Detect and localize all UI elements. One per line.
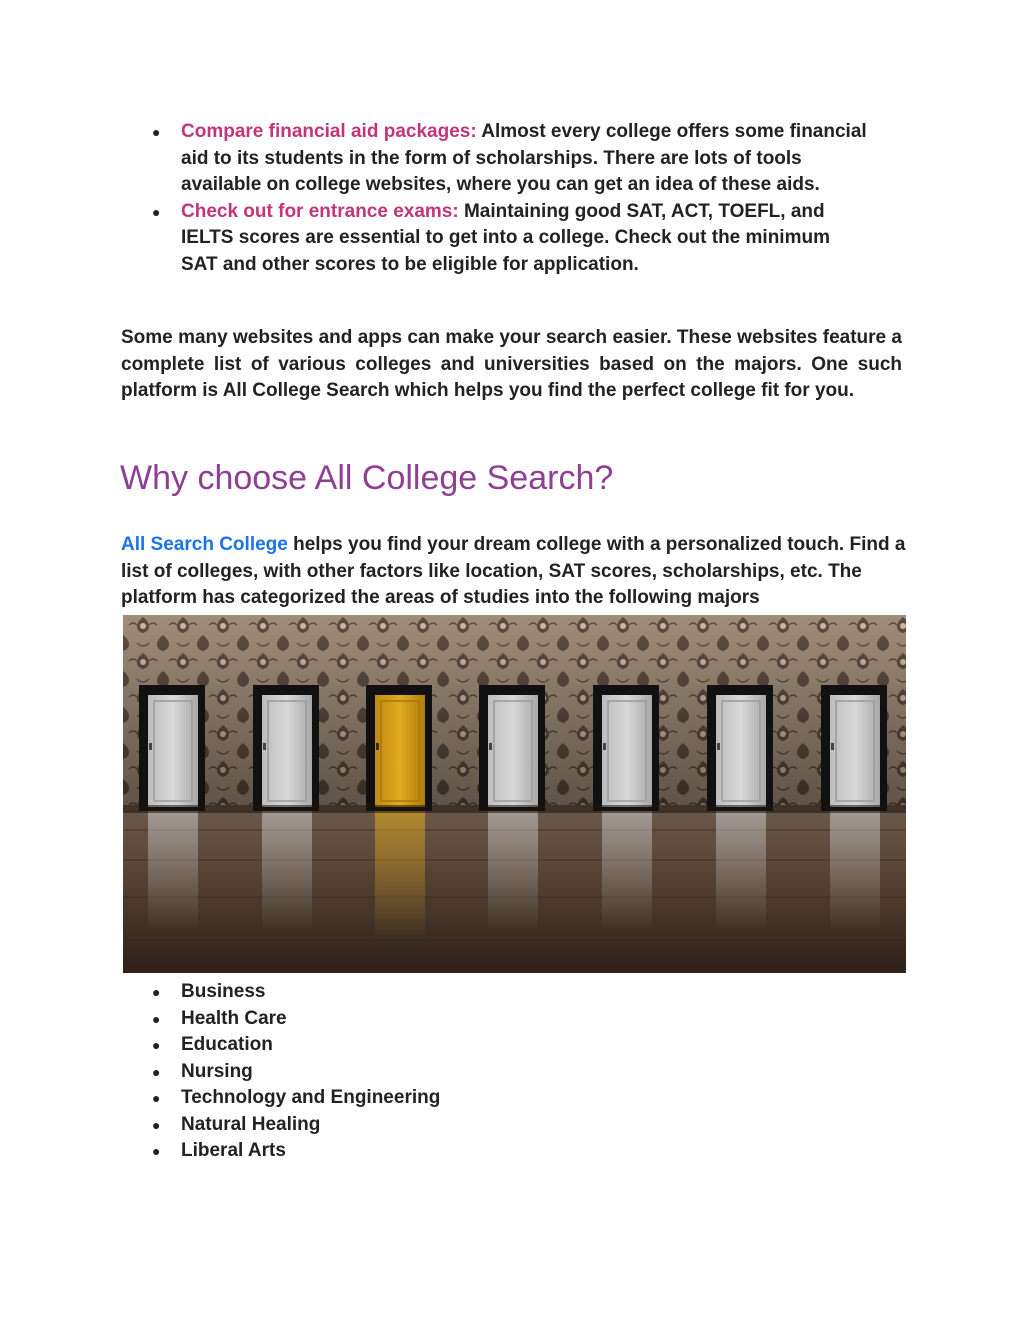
bullet-icon: ● <box>152 1116 161 1133</box>
majors-list <box>0 979 681 1165</box>
major-label: Liberal Arts <box>181 1140 286 1161</box>
list-item <box>0 1085 681 1112</box>
doors-photo <box>123 615 906 973</box>
list-item <box>0 199 871 279</box>
major-label: Nursing <box>181 1060 253 1082</box>
intro-paragraph: Some many websites and apps can make your search easier. These websites feature a complete list of various colleges and universities based on the majors. One such platform is All College Search which helps you find the perfect college fit for you. <box>121 327 902 401</box>
tip-lead: Check out for entrance exams: <box>181 200 459 222</box>
list-item <box>0 1032 681 1059</box>
tips-list <box>0 119 871 278</box>
all-search-college-link[interactable]: All Search College <box>121 534 288 555</box>
tip-lead: Compare financial aid packages: <box>181 121 477 142</box>
major-label: Health Care <box>181 1007 287 1029</box>
bullet-icon: ● <box>152 1063 161 1080</box>
list-item <box>0 1112 681 1139</box>
list-item <box>0 1138 681 1165</box>
list-item <box>0 1059 681 1086</box>
bullet-icon: ● <box>152 1010 161 1027</box>
bullet-icon: ● <box>152 984 161 1000</box>
list-item <box>0 1006 681 1033</box>
bullet-icon: ● <box>152 203 161 220</box>
major-label: Education <box>181 1034 273 1055</box>
bullet-icon: ● <box>152 124 161 140</box>
major-label: Technology and Engineering <box>181 1087 441 1108</box>
description-paragraph <box>121 532 911 612</box>
description-text: helps you find your dream college with a personalized touch. Find a list of colleges, with other factors like location, SAT scores, scholarships, etc. The platform has categorized the areas of studies into the following majors <box>121 534 906 608</box>
bullet-icon: ● <box>152 1037 161 1053</box>
bullet-icon: ● <box>152 1090 161 1106</box>
tip-text: Almost every college offers some financial aid to its students in the form of scholarships. There are lots of tools available on college websites, where you can get an idea of these aids. <box>181 121 867 195</box>
section-heading: Why choose All College Search? <box>120 459 614 497</box>
major-label: Business <box>181 981 266 1002</box>
bullet-icon: ● <box>152 1143 161 1159</box>
list-item <box>0 979 681 1006</box>
tip-text: Maintaining good SAT, ACT, TOEFL, and IELTS scores are essential to get into a college. Check out the minimum SAT and other scores to be eligible for application. <box>181 200 830 275</box>
list-item <box>0 119 871 199</box>
major-label: Natural Healing <box>181 1113 321 1135</box>
